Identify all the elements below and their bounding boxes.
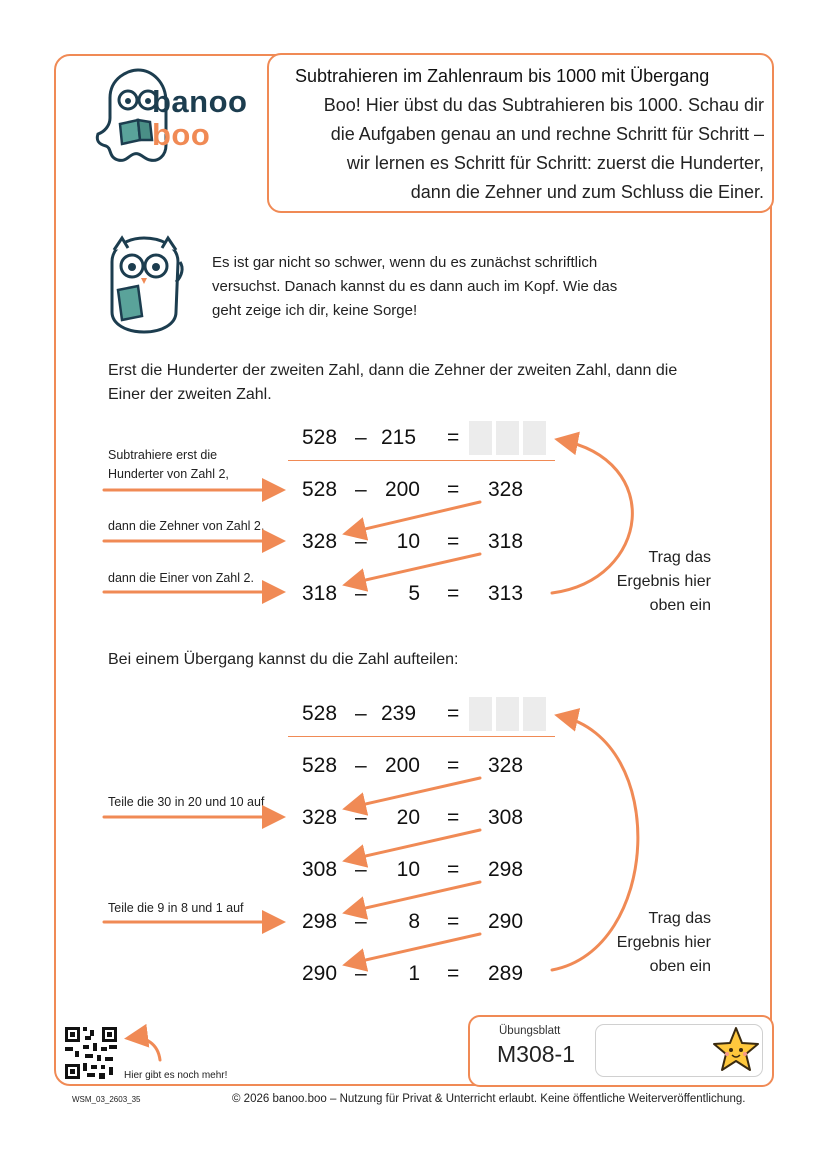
owl-speech-line: versuchst. Danach kannst du es dann auch im Kopf. Wie das <box>212 278 618 295</box>
step-a: 328 <box>302 530 338 553</box>
step-eq: = <box>447 962 460 985</box>
qr-code-icon[interactable] <box>65 1027 117 1079</box>
section1-intro: Erst die Hunderter der zweiten Zahl, dann die Zehner der zweiten Zahl, dann die <box>108 362 678 379</box>
intro-line: die Aufgaben genau an und rechne Schritt für Schritt – <box>330 124 764 144</box>
step-result: 308 <box>488 806 524 829</box>
task2-a: 528 <box>302 702 338 725</box>
intro-line: dann die Zehner und zum Schluss die Einer. <box>410 182 764 202</box>
logo-word-boo: boo <box>152 117 211 152</box>
owl-speech-line: Es ist gar nicht so schwer, wenn du es zunächst schriftlich <box>212 254 598 271</box>
carry-arrow <box>348 830 480 860</box>
side-note: Trag das Ergebnis hier oben ein <box>616 549 711 614</box>
step-op: – <box>355 530 367 553</box>
carry-arrow <box>348 778 480 808</box>
task1-op: – <box>355 426 367 449</box>
sheet-code: M308-1 <box>497 1041 575 1067</box>
step-result: 289 <box>488 962 524 985</box>
section1-intro: Einer der zweiten Zahl. <box>108 386 272 403</box>
qr-caption: Hier gibt es noch mehr! <box>124 1070 228 1081</box>
side-note: Trag das Ergebnis hier oben ein <box>616 910 711 975</box>
step-op: – <box>355 910 367 933</box>
step-a: 290 <box>302 962 338 985</box>
step-eq: = <box>447 530 460 553</box>
carry-arrow <box>348 934 480 964</box>
step-b: 1 <box>408 962 420 985</box>
curved-arrow-icon <box>130 1038 160 1060</box>
intro-line: wir lernen es Schritt für Schritt: zuerst die Hunderter, <box>346 153 764 173</box>
step-b: 8 <box>408 910 420 933</box>
step-eq: = <box>447 858 460 881</box>
step-b: 10 <box>396 530 420 553</box>
step-eq: = <box>447 910 460 933</box>
step-op: – <box>355 582 367 605</box>
hint-text: dann die Einer von Zahl 2. <box>108 571 254 585</box>
page-title: Subtrahieren im Zahlenraum bis 1000 mit Übergang <box>295 66 710 86</box>
step-op: – <box>355 478 367 501</box>
step-result: 313 <box>488 582 524 605</box>
hint-text: Subtrahiere erst die <box>108 448 218 462</box>
curved-arrow-icon <box>552 716 638 970</box>
step-a: 308 <box>302 858 338 881</box>
carry-arrow <box>348 554 480 584</box>
step-eq: = <box>447 806 460 829</box>
curved-arrow-icon <box>552 440 632 593</box>
step-op: – <box>355 858 367 881</box>
step-op: – <box>355 754 367 777</box>
carry-arrow <box>348 882 480 912</box>
document-id: WSM_03_2603_35 <box>72 1095 141 1104</box>
task2-eq: = <box>447 702 460 725</box>
step-a: 528 <box>302 478 338 501</box>
step-a: 318 <box>302 582 338 605</box>
step-eq: = <box>447 478 460 501</box>
step-eq: = <box>447 754 460 777</box>
step-op: – <box>355 806 367 829</box>
step-a: 328 <box>302 806 338 829</box>
intro-line: Boo! Hier übst du das Subtrahieren bis 1000. Schau dir <box>323 95 764 115</box>
carry-arrow <box>348 502 480 533</box>
hint-text: Teile die 9 in 8 und 1 auf <box>108 901 244 915</box>
owl-speech-line: geht zeige ich dir, keine Sorge! <box>212 302 418 319</box>
step-a: 298 <box>302 910 338 933</box>
logo-word-banoo: banoo <box>152 84 248 119</box>
step-result: 298 <box>488 858 524 881</box>
step-b: 5 <box>408 582 420 605</box>
step-a: 528 <box>302 754 338 777</box>
task1-eq: = <box>447 426 460 449</box>
step-b: 200 <box>384 478 420 501</box>
section2-intro: Bei einem Übergang kannst du die Zahl aufteilen: <box>108 651 459 668</box>
step-result: 318 <box>488 530 524 553</box>
step-op: – <box>355 962 367 985</box>
step-result: 328 <box>488 754 524 777</box>
step-eq: = <box>447 582 460 605</box>
task2-op: – <box>355 702 367 725</box>
step-result: 290 <box>488 910 524 933</box>
task1-b: 215 <box>381 426 417 449</box>
step-result: 328 <box>488 478 524 501</box>
sheet-label: Übungsblatt <box>499 1025 561 1037</box>
hint-text: dann die Zehner von Zahl 2, <box>108 519 265 533</box>
step-b: 20 <box>396 806 420 829</box>
hint-text: Teile die 30 in 20 und 10 auf <box>108 795 265 809</box>
task1-a: 528 <box>302 426 338 449</box>
star-icon <box>710 1025 762 1077</box>
copyright-notice: © 2026 banoo.boo – Nutzung für Privat & Unterricht erlaubt. Keine öffentliche Weiterveröffentlichung. <box>232 1093 746 1105</box>
step-b: 200 <box>384 754 420 777</box>
task2-b: 239 <box>381 702 417 725</box>
hint-text: Hunderter von Zahl 2, <box>108 467 229 481</box>
step-b: 10 <box>396 858 420 881</box>
